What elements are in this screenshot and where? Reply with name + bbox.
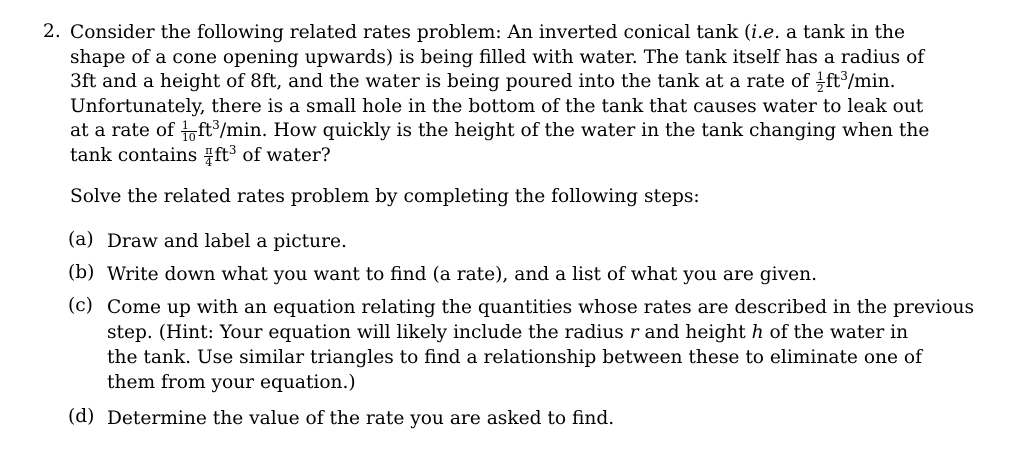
problem-number: 2.: [43, 21, 61, 42]
problem-line-2: shape of a cone opening upwards) is being filled with water. The tank itself has a radius of: [70, 46, 925, 68]
problem-text: [70, 21, 930, 169]
problem-line-1: Consider the following related rates problem: An inverted conical tank (i.e. a tank in the: [70, 22, 905, 43]
step-text: Write down what you want to find (a rate), and a list of what you are given.: [107, 264, 817, 285]
fraction-one-half: $\frac{1}{2}$: [816, 70, 824, 96]
step-label: (b): [68, 262, 95, 283]
step-text: Draw and label a picture.: [107, 231, 347, 252]
step-label: (a): [68, 229, 94, 250]
problem-line-4: Unfortunately, there is a small hole in the bottom of the tank that causes water to leak out: [70, 95, 924, 117]
fraction-pi-over-four: $\frac{\pi}{4}$: [205, 143, 213, 169]
step-text: Determine the value of the rate you are asked to find.: [107, 408, 615, 429]
problem-line-3: 3ft and a height of 8ft, and the water is being poured into the tank at a rate of $\frac{1}{2}$ $ft^3/\min$.: [70, 69, 896, 96]
step-text: Come up with an equation relating the quantities whose rates are described in the previous step. (Hint: Your equation will likely include the radius r and height h of the water in the tank. Use similar triangles to find a relationship between these to eliminate one of them from your equation.): [107, 297, 975, 393]
problem-line-6: tank contains $\frac{\pi}{4}$ $ft^3$ of water?: [70, 142, 331, 169]
fraction-one-tenth: $\frac{1}{10}$: [181, 119, 196, 145]
step-label: (d): [68, 406, 95, 427]
step-d: [68, 406, 910, 431]
step-label: (c): [68, 295, 93, 316]
step-a: [68, 229, 910, 254]
problem-statement: [43, 21, 930, 169]
instructions: Solve the related rates problem by completing the following steps:: [70, 186, 700, 207]
problem-line-5: at a rate of $\frac{1}{10}$ $ft^3/\min$. How quickly is the height of the water in the tank changing when the: [70, 118, 930, 145]
step-c: [68, 295, 975, 395]
step-b: [68, 262, 910, 287]
